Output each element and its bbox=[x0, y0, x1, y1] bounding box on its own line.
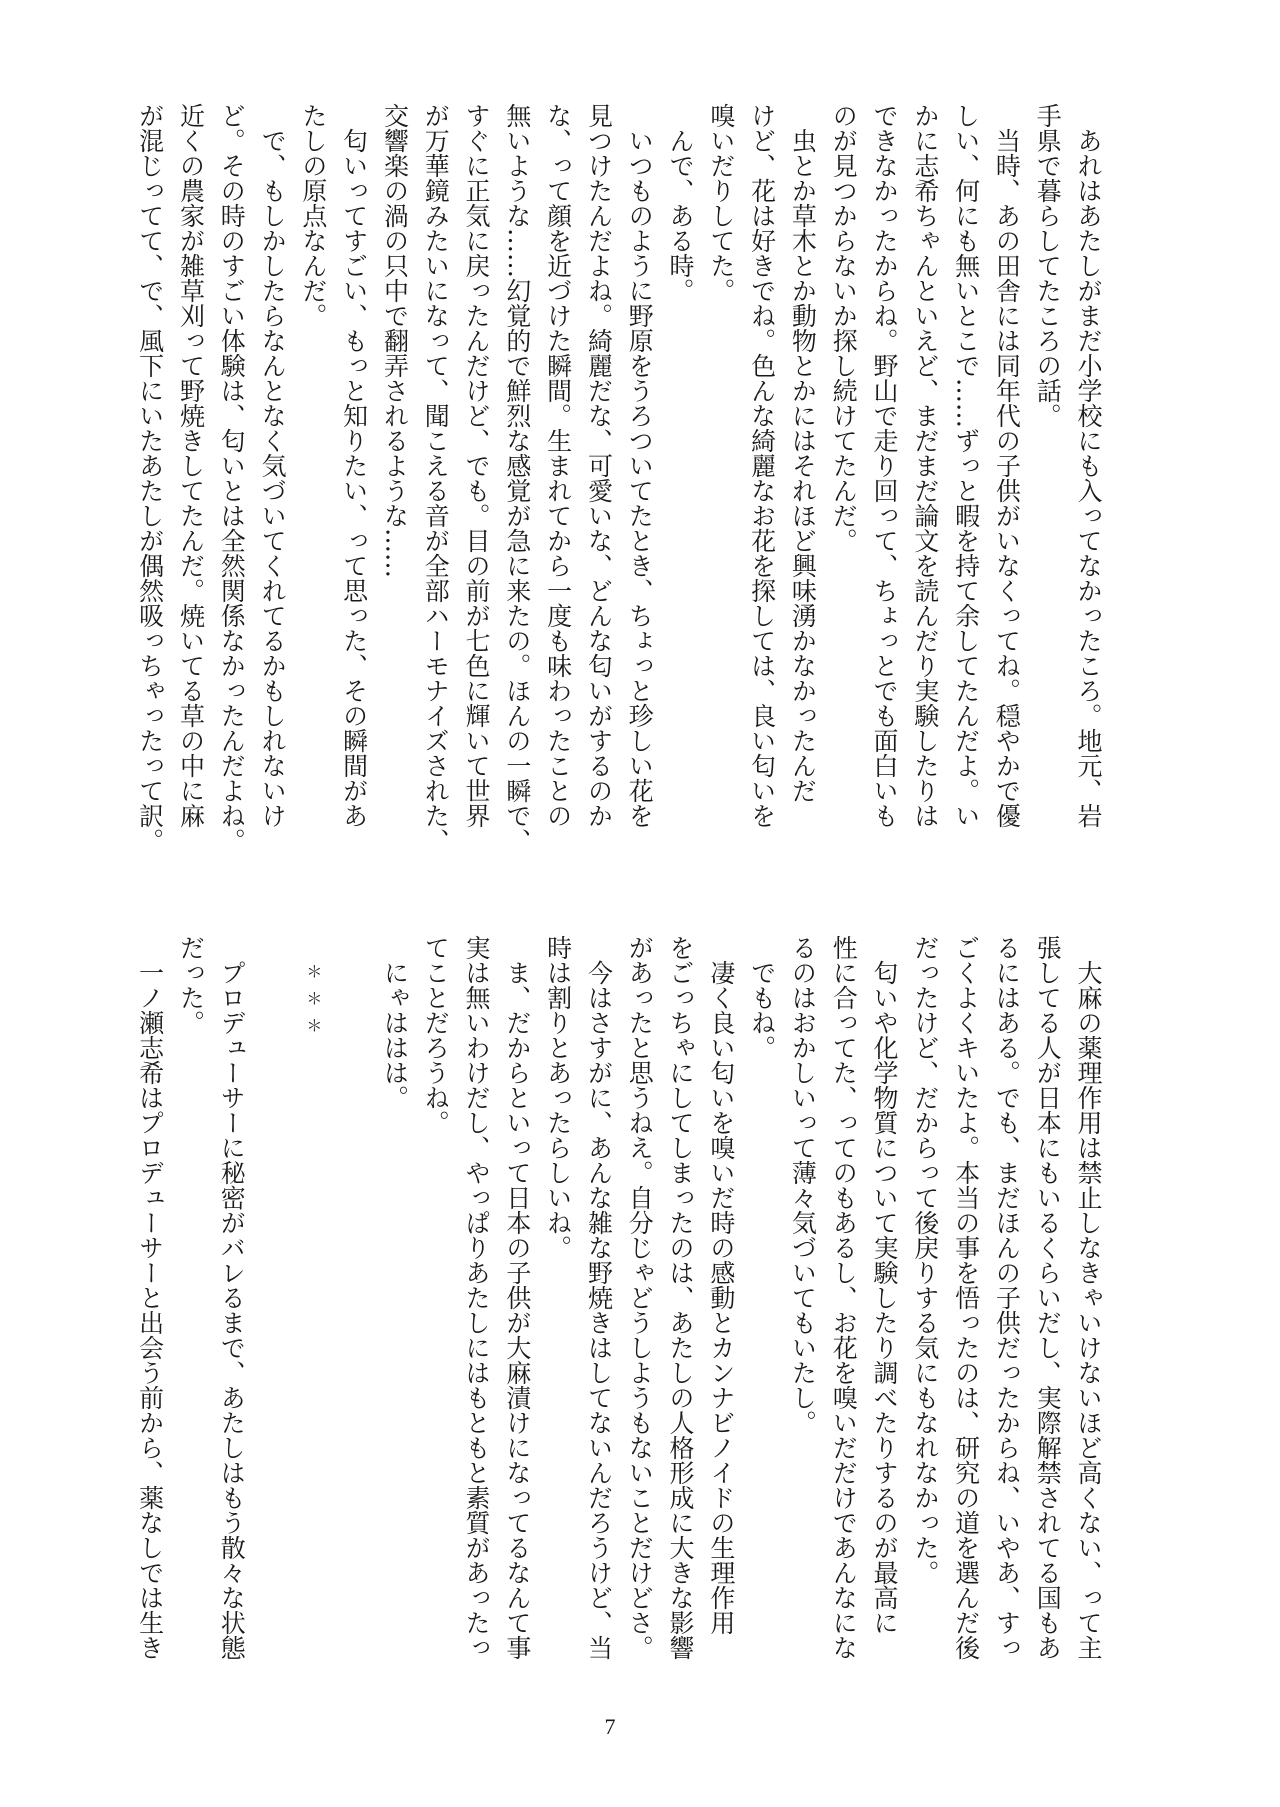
text-line: で、もしかしたらなんとなく気づいてくれてるかもしれないけ bbox=[258, 103, 288, 828]
text-line: 手県で暮らしてたころの話。 bbox=[1033, 103, 1063, 428]
text-line: な、って顔を近づけた瞬間。生まれてから一度も味わったことの bbox=[543, 103, 573, 828]
text-line: ど。その時のすごい体験は、匂いとは全然関係なかったんだよね。 bbox=[217, 103, 247, 853]
text-line: だったけど、だからって後戻りする気にもなれなかった。 bbox=[910, 935, 940, 1585]
text-line: けど、花は好きでね。色んな綺麗なお花を探しては、良い匂いを bbox=[747, 103, 777, 828]
text-line: できなかったからね。野山で走り回って、ちょっとでも面白いも bbox=[870, 103, 900, 828]
text-line: をごっちゃにしてしまったのは、あたしの人格形成に大きな影響 bbox=[666, 935, 696, 1660]
text-line: 当時、あの田舎には同年代の子供がいなくってね。穏やかで優 bbox=[992, 103, 1022, 828]
text-line: 性に合ってた、ってのもあるし、お花を嗅いだだけであんなにな bbox=[829, 935, 859, 1660]
text-line: かに志希ちゃんといえど、まだまだ論文を読んだり実験したりは bbox=[910, 103, 940, 828]
text-block-bottom bbox=[128, 935, 1108, 1670]
text-block-top bbox=[128, 103, 1108, 853]
text-line: 大麻の薬理作用は禁止しなきゃいけないほど高くない、って主 bbox=[1074, 935, 1103, 1660]
text-line: るのはおかしいって薄々気づいてもいたし。 bbox=[788, 935, 818, 1435]
text-line: しい、何にも無いとこで……ずっと暇を持て余してたんだよ。い bbox=[951, 103, 981, 828]
text-line: 凄く良い匂いを嗅いだ時の感動とカンナビノイドの生理作用 bbox=[706, 935, 736, 1635]
text-line: が混じってて、で、風下にいたあたしが偶然吸っちゃったって訳。 bbox=[135, 103, 165, 853]
text-line: のが見つからないか探し続けてたんだ。 bbox=[829, 103, 859, 553]
blank-line bbox=[333, 935, 374, 1670]
text-line: るにはある。でも、まだほんの子供だったからね、いやあ、すっ bbox=[992, 935, 1022, 1660]
page-number: 7 bbox=[604, 1714, 616, 1739]
text-line: 匂いってすごい、もっと知りたい、って思った、その瞬間があ bbox=[339, 103, 369, 828]
text-line: だった。 bbox=[176, 935, 206, 1035]
text-line: 近くの農家が雑草刈って野焼きしてたんだ。焼いてる草の中に麻 bbox=[176, 103, 206, 828]
text-line: 見つけたんだよね。綺麗だな、可愛いな、どんな匂いがするのか bbox=[584, 103, 614, 828]
text-line: ごくよくキいたよ。本当の事を悟ったのは、研究の道を選んだ後 bbox=[951, 935, 981, 1660]
text-line: 嗅いだりしてた。 bbox=[706, 103, 736, 303]
text-line: 張してる人が日本にもいるくらいだし、実際解禁されてる国もあ bbox=[1033, 935, 1063, 1660]
text-line: 一ノ瀬志希はプロデューサーと出会う前から、薬なしでは生き bbox=[135, 935, 165, 1660]
text-line: にゃははは。 bbox=[380, 935, 410, 1110]
text-line: いつものように野原をうろついてたとき、ちょっと珍しい花を bbox=[625, 103, 655, 828]
text-line: たしの原点なんだ。 bbox=[298, 103, 328, 328]
text-line: 実は無いわけだし、やっぱりあたしにはもともと素質があったっ bbox=[462, 935, 492, 1660]
text-line: 今はさすがに、あんな雑な野焼きはしてないんだろうけど、当 bbox=[584, 935, 614, 1660]
text-line: ま、だからといって日本の子供が大麻漬けになってるなんて事 bbox=[502, 935, 532, 1660]
text-line: 無いような……幻覚的で鮮烈な感覚が急に来たの。ほんの一瞬で、 bbox=[502, 103, 532, 853]
text-line: が万華鏡みたいになって、聞こえる音が全部ハーモナイズされた、 bbox=[421, 103, 451, 853]
text-line: あれはあたしがまだ小学校にも入ってなかったころ。地元、岩 bbox=[1074, 103, 1103, 828]
text-line: でもね。 bbox=[747, 935, 777, 1060]
text-line: プロデューサーに秘密がバレるまで、あたしはもう散々な状態 bbox=[217, 935, 247, 1660]
text-line: んで、ある時。 bbox=[666, 103, 696, 303]
section-separator: ＊＊＊ bbox=[303, 963, 323, 1044]
text-line: 交響楽の渦の只中で翻弄されるような…… bbox=[380, 103, 410, 578]
text-line: があったと思うねえ。自分じゃどうしようもないことだけどさ。 bbox=[625, 935, 655, 1660]
text-line: てことだろうね。 bbox=[421, 935, 451, 1135]
text-line: 虫とか草木とか動物とかにはそれほど興味湧かなかったんだ bbox=[788, 103, 818, 803]
text-line: 時は割りとあったらしいね。 bbox=[543, 935, 573, 1260]
blank-line bbox=[251, 935, 292, 1670]
text-line: すぐに正気に戻ったんだけど、でも。目の前が七色に輝いて世界 bbox=[462, 103, 492, 828]
text-line: 匂いや化学物質について実験したり調べたりするのが最高に bbox=[870, 935, 900, 1635]
